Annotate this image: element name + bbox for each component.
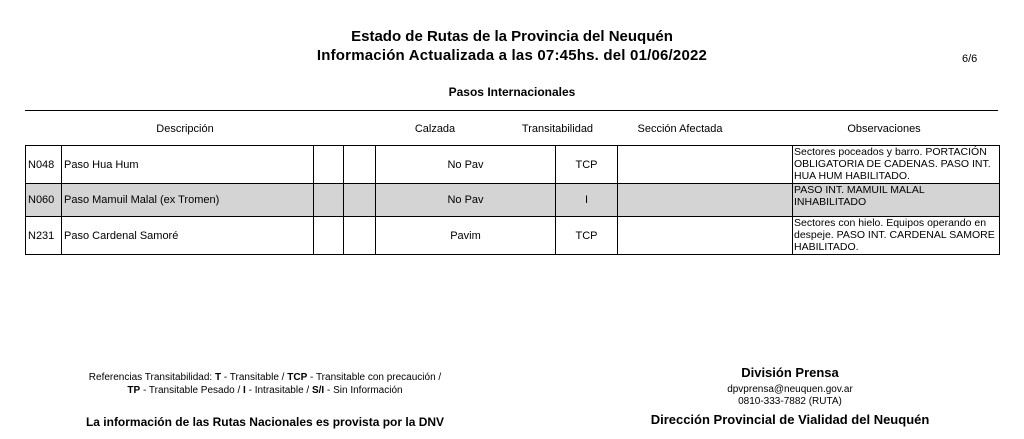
calzada-cell: No Pav <box>376 184 556 217</box>
empty-cell <box>314 217 344 255</box>
empty-cell <box>344 146 376 184</box>
empty-cell <box>344 184 376 217</box>
contact-email: dpvprensa@neuquen.gov.ar <box>727 384 853 395</box>
col-header-observaciones: Observaciones <box>847 123 921 135</box>
header-divider <box>25 110 998 111</box>
transitabilidad-cell: TCP <box>556 217 618 255</box>
dnv-note: La información de las Rutas Nacionales es provista por la DNV <box>85 415 445 429</box>
calzada-cell: Pavim <box>376 217 556 255</box>
route-code: N048 <box>26 146 62 184</box>
observaciones-cell: PASO INT. MAMUIL MALAL INHABILITADO <box>793 184 1000 217</box>
calzada-cell: No Pav <box>376 146 556 184</box>
seccion-cell <box>618 184 793 217</box>
table-row <box>26 217 1000 255</box>
col-header-transitabilidad: Transitabilidad <box>521 123 594 135</box>
route-code: N231 <box>26 217 62 255</box>
routes-table <box>25 145 1000 255</box>
col-header-calzada: Calzada <box>414 123 456 135</box>
route-code: N060 <box>26 184 62 217</box>
transitabilidad-cell: I <box>556 184 618 217</box>
section-title: Pasos Internacionales <box>448 85 576 99</box>
col-header-descripcion: Descripción <box>156 123 214 135</box>
seccion-cell <box>618 146 793 184</box>
route-name: Paso Hua Hum <box>62 146 314 184</box>
contact-phone: 0810-333-7882 (RUTA) <box>738 396 842 407</box>
division-title: División Prensa <box>741 365 839 380</box>
transitability-legend: Referencias Transitabilidad: T - Transitable / TCP - Transitable con precaución / TP - Transitable Pesado / I - Intrasitable / S/I - Sin Información <box>88 372 442 396</box>
organization-name: Dirección Provincial de Vialidad del Neuquén <box>650 412 930 427</box>
report-subtitle: Información Actualizada a las 07:45hs. del 01/06/2022 <box>316 47 708 64</box>
page-number: 6/6 <box>962 53 978 65</box>
table-row <box>26 146 1000 184</box>
report-title: Estado de Rutas de la Provincia del Neuquén <box>351 28 673 45</box>
route-name: Paso Mamuil Malal (ex Tromen) <box>62 184 314 217</box>
observaciones-cell: Sectores poceados y barro. PORTACIÓN OBLIGATORIA DE CADENAS. PASO INT. HUA HUM HABILITADO. <box>793 146 1000 184</box>
empty-cell <box>314 184 344 217</box>
observaciones-cell: Sectores con hielo. Equipos operando en despeje. PASO INT. CARDENAL SAMORE HABILITADO. <box>793 217 1000 255</box>
empty-cell <box>344 217 376 255</box>
transitabilidad-cell: TCP <box>556 146 618 184</box>
table-row <box>26 184 1000 217</box>
col-header-seccion: Sección Afectada <box>637 123 723 135</box>
seccion-cell <box>618 217 793 255</box>
empty-cell <box>314 146 344 184</box>
route-name: Paso Cardenal Samoré <box>62 217 314 255</box>
